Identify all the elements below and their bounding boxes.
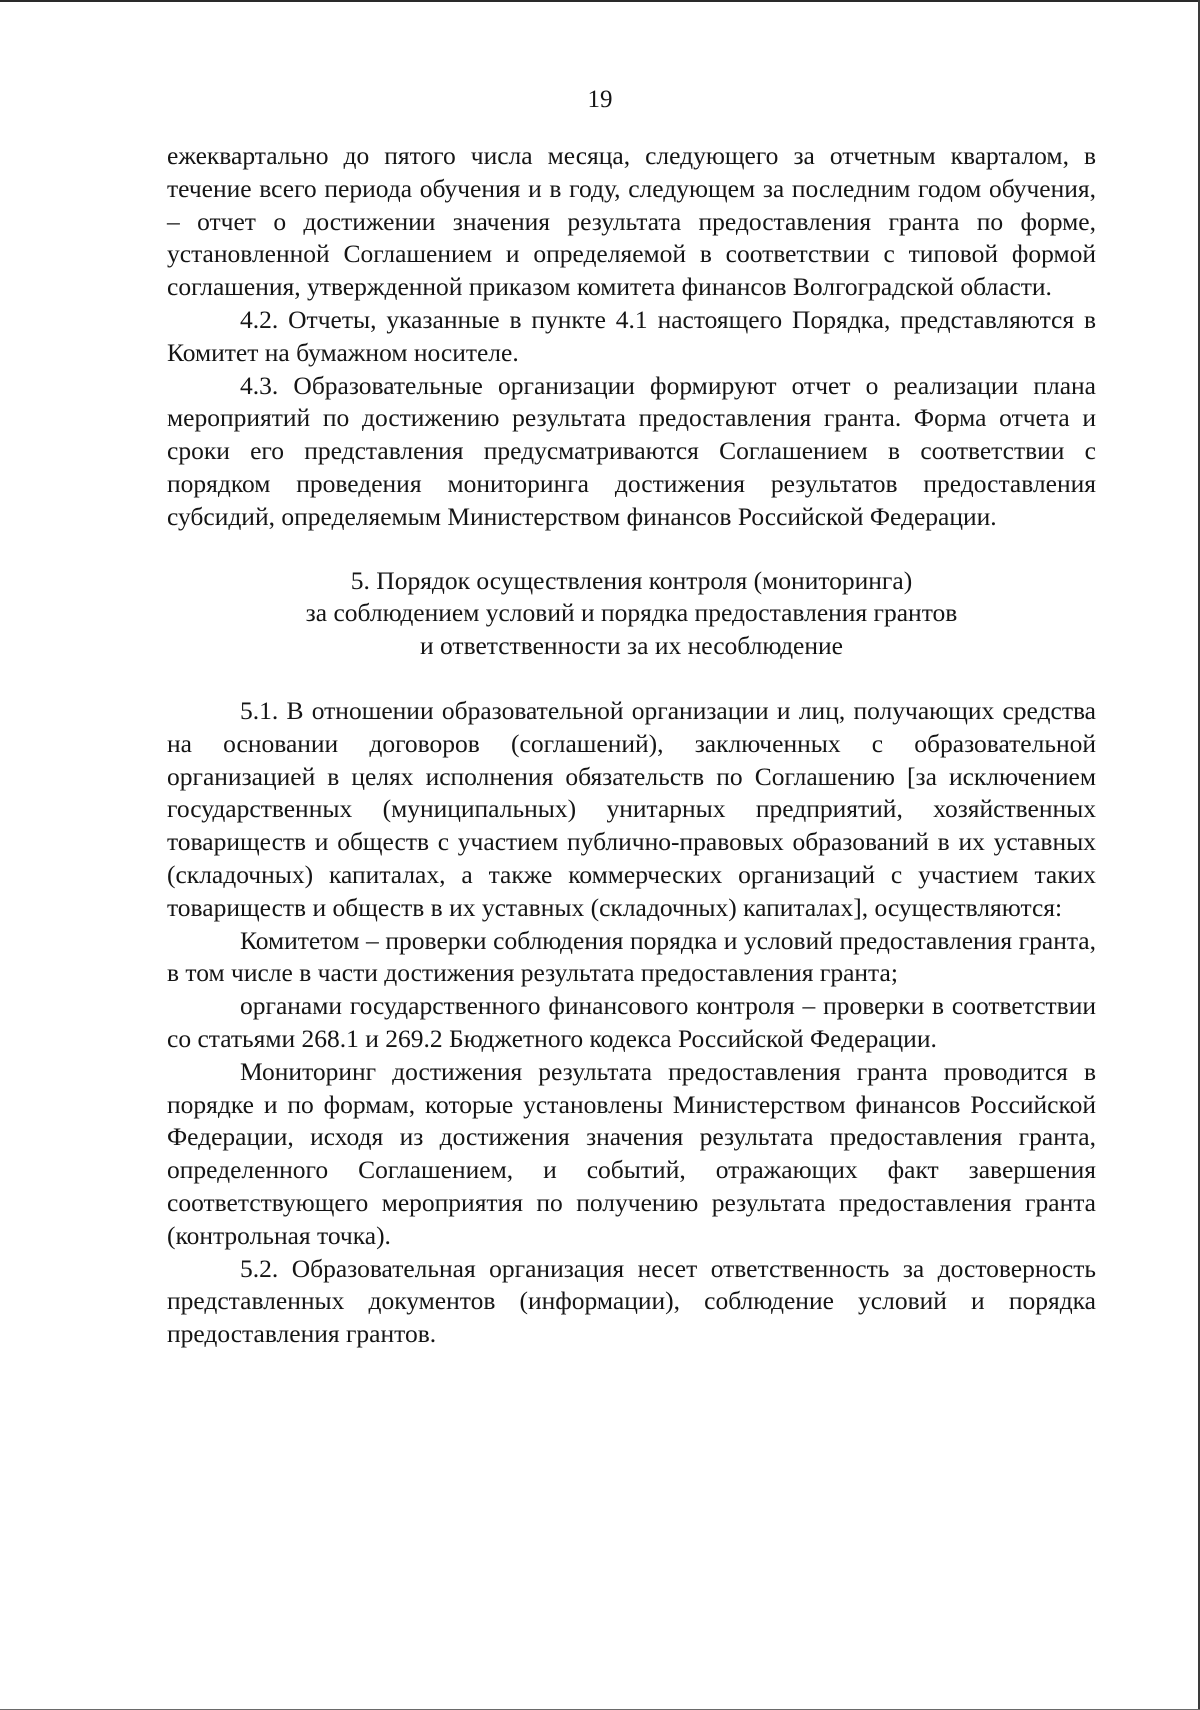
document-body <box>167 140 1096 1351</box>
paragraph-financial-control-checks: органами государственного финансового контроля – проверки в соответствии со статьями 268.1 и 269.2 Бюджетного кодекса Российской Федерации. <box>167 991 1096 1053</box>
section-heading-line-2: за соблюдением условий и порядка предоставления грантов <box>305 598 958 628</box>
section-5-heading <box>167 565 1096 663</box>
paragraph-5-2: 5.2. Образовательная организация несет ответственность за достоверность представленных документов (информации), соблюдение условий и порядка предоставления грантов. <box>167 1253 1096 1349</box>
paragraph-monitoring: Мониторинг достижения результата предоставления гранта проводится в порядке и по формам, которые установлены Министерством финансов Российской Федерации, исходя из достижения значения результата предоставления гранта, определенного Соглашением, и событий, отражающих факт завершения соответствующего мероприятия по получению результата предоставления гранта (контрольная точка). <box>167 1056 1096 1250</box>
page-number: 19 <box>587 86 613 113</box>
section-heading-line-3: и ответственности за их несоблюдение <box>419 631 843 661</box>
scan-border-top <box>0 0 1200 2</box>
section-heading-line-1: 5. Порядок осуществления контроля (мониторинга) <box>350 565 913 595</box>
paragraph-committee-checks: Комитетом – проверки соблюдения порядка и условий предоставления гранта, в том числе в части достижения результата предоставления гранта; <box>167 925 1096 988</box>
paragraph-reporting-schedule: ежеквартально до пятого числа месяца, следующего за отчетным кварталом, в течение всего периода обучения и в году, следующем за последним годом обучения, – отчет о достижении значения результата предоставления гранта по форме, установленной Соглашением и определяемой в соответствии с типовой формой соглашения, утвержденной приказом комитета финансов Волгоградской области. <box>167 141 1096 302</box>
paragraph-4-2: 4.2. Отчеты, указанные в пункте 4.1 настоящего Порядка, представляются в Комитет на бумажном носителе. <box>167 304 1096 367</box>
paragraph-4-3: 4.3. Образовательные организации формируют отчет о реализации плана мероприятий по достижению результата предоставления гранта. Форма отчета и сроки его представления предусматриваются Соглашением в соответствии с порядком проведения мониторинга достижения результатов предоставления субсидий, определяемым Министерством финансов Российской Федерации. <box>167 370 1096 531</box>
paragraph-5-1: 5.1. В отношении образовательной организации и лиц, получающих средства на основании договоров (соглашений), заключенных с образовательной организацией в целях исполнения обязательств по Соглашению [за исключением государственных (муниципальных) унитарных предприятий, хозяйственных товариществ и обществ с участием публично-правовых образований в их уставных (складочных) капиталах, а также коммерческих организаций с участием таких товариществ и обществ в их уставных (складочных) капиталах], осуществляются: <box>167 695 1096 922</box>
